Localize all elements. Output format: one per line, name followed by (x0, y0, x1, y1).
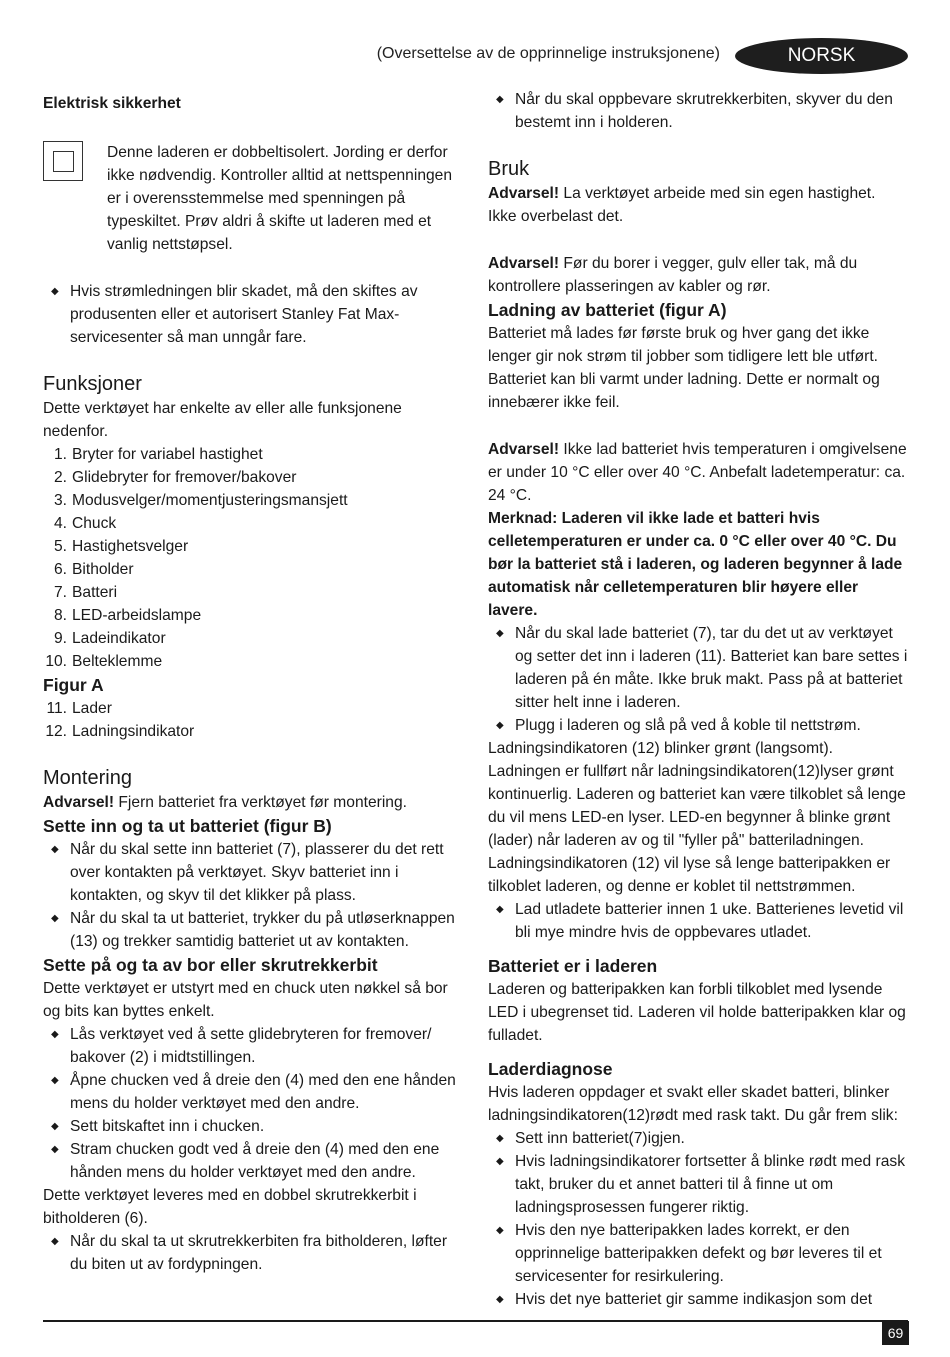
page-number: 69 (882, 1321, 909, 1345)
charging-warning: Advarsel! Ikke lad batteriet hvis temperaturen i omgivelsene er under 10 °C eller over 40 °C. Anbefalt ladetemperatur: ca. 24 °C. (488, 441, 907, 504)
right-column (488, 88, 908, 1311)
store-bit-list (488, 88, 908, 134)
list-item: ◆ Når du skal oppbevare skrutrekkerbiten, skyver du den bestemt inn i holderen. (488, 88, 908, 134)
features-list (43, 443, 468, 673)
use-warning-2: Advarsel! Før du borer i vegger, gulv eller tak, må du kontrollere plasseringen av kabler og rør. (488, 255, 858, 295)
list-item: 3. Modusvelger/momentjusteringsmansjett (53, 492, 348, 509)
list-item: 5. Hastighetsvelger (53, 538, 189, 555)
list-item: 10. Belteklemme (45, 653, 163, 670)
features-intro: Dette verktøyet har enkelte av eller alle funksjonene nedenfor. (43, 400, 402, 440)
double-insulation-icon (43, 141, 83, 181)
bit-heading: Sette på og ta av bor eller skrutrekkerbit (43, 955, 378, 975)
list-item: 8. LED-arbeidslampe (53, 607, 202, 624)
list-item: ◆ Sett inn batteriet(7)igjen. (488, 1127, 908, 1150)
diagnostics-intro: Hvis laderen oppdager et svakt eller skadet batteri, blinker ladningsindikatoren(12)rødt med rask takt. Du går frem slik: (488, 1084, 898, 1124)
list-item: ◆ Hvis den nye batteripakken lades korrekt, er den opprinnelige batteripakken defekt og bør leveres til et servicesenter for resirkulering. (488, 1219, 908, 1288)
list-item: ◆ Plugg i laderen og slå på ved å koble til nettstrøm. (488, 714, 908, 737)
bit-bullet-list (43, 1023, 468, 1184)
list-item: ◆ Når du skal ta ut skrutrekkerbiten fra bitholderen, løfter du biten ut av fordypningen. (43, 1230, 468, 1276)
figure-a-list (43, 697, 468, 743)
list-item: 4. Chuck (53, 515, 117, 532)
assembly-warning: Advarsel! Fjern batteriet fra verktøyet før montering. (43, 794, 407, 811)
list-item: 7. Batteri (53, 584, 118, 601)
list-item: ◆ Åpne chucken ved å dreie den (4) med den ene hånden mens du holder verktøyet med den andre. (43, 1069, 468, 1115)
list-item: ◆ Sett bitskaftet inn i chucken. (43, 1115, 468, 1138)
left-column (43, 88, 468, 1276)
list-item: ◆ Når du skal sette inn batteriet (7), plasserer du det rett over kontakten på verktøyet. Skyv batteriet inn i kontakten, og skyv til det klikker på plass. (43, 838, 468, 907)
double-bit-text: Dette verktøyet leveres med en dobbel skrutrekkerbit i bitholderen (6). (43, 1187, 417, 1227)
list-item: ◆ Hvis strømledningen blir skadet, må den skiftes av produsenten eller et autorisert Stanley Fat Max-servicesenter så man unngår fare. (43, 280, 468, 349)
list-item: 1. Bryter for variabel hastighet (53, 446, 263, 463)
list-item: 11. Lader (46, 700, 112, 717)
use-heading: Bruk (488, 158, 530, 180)
indicator-text: Ladningsindikatoren (12) blinker grønt (langsomt). Ladningen er fullført når ladningsindikatoren(12)lyser grønt kontinuerlig. Laderen og batteriet kan være tilkoblet så lenge du vil mens LED-en lyser. LED-en begynner å blinke grønt (lader) når laderen av og til "fyller på" batteriladningen. Ladningsindikatoren (12) vil lyse så lenge batteripakken er tilkoblet laderen, og denne er koblet til nettstrømmen. (488, 740, 906, 895)
diagnostics-bullet-list (488, 1127, 908, 1311)
safety-bullet-list (43, 280, 468, 349)
in-charger-heading: Batteriet er i laderen (488, 956, 658, 976)
charging-heading: Ladning av batteriet (figur A) (488, 300, 727, 320)
bit-intro: Dette verktøyet er utstyrt med en chuck uten nøkkel så bor og bits kan byttes enkelt. (43, 980, 448, 1020)
charging-intro: Batteriet må lades før første bruk og hver gang det ikke lenger gir nok strøm til jobber som tidligere lett ble utført. Batteriet kan bli varmt under ladning. Dette er normalt og innebærer ikke feil. (488, 325, 880, 411)
list-item: ◆ Hvis det nye batteriet gir samme indikasjon som det (488, 1288, 908, 1311)
list-item: ◆ Lås verktøyet ved å sette glidebryteren for fremover/ bakover (2) i midtstillingen. (43, 1023, 468, 1069)
discharged-battery-list (488, 898, 908, 944)
double-insulation-block (43, 141, 468, 256)
list-item: 6. Bitholder (53, 561, 134, 578)
language-badge: NORSK (735, 38, 908, 74)
list-item: 2. Glidebryter for fremover/bakover (53, 469, 297, 486)
remove-bit-list (43, 1230, 468, 1276)
in-charger-text: Laderen og batteripakken kan forbli tilkoblet med lysende LED i ubegrenset tid. Laderen vil holde batteripakken klar og fulladet. (488, 981, 906, 1044)
use-warning-1: Advarsel! La verktøyet arbeide med sin egen hastighet. Ikke overbelast det. (488, 185, 876, 225)
list-item: ◆ Hvis ladningsindikatorer fortsetter å blinke rødt med rask takt, bruker du et annet batteri til å finne ut om ladningsprosessen fungerer riktig. (488, 1150, 908, 1219)
list-item: 12. Ladningsindikator (45, 723, 195, 740)
figure-a-heading: Figur A (43, 675, 104, 695)
charging-bullet-list (488, 622, 908, 737)
list-item: 9. Ladeindikator (53, 630, 166, 647)
electrical-safety-heading: Elektrisk sikkerhet (43, 95, 181, 112)
translation-caption: (Oversettelse av de opprinnelige instruksjonene) (376, 45, 720, 62)
double-insulation-text: Denne laderen er dobbeltisolert. Jording er derfor ikke nødvendig. Kontroller alltid at nettspenningen er i overensstemmelse med spenningen på typeskiltet. Prøv aldri å skifte ut laderen med et vanlig nettstøpsel. (107, 144, 453, 253)
diagnostics-heading: Laderdiagnose (488, 1059, 613, 1079)
footer-divider (43, 1320, 908, 1322)
list-item: ◆ Når du skal ta ut batteriet, trykker du på utløserknappen (13) og trekker samtidig batteriet ut av kontakten. (43, 907, 468, 953)
features-heading: Funksjoner (43, 373, 142, 395)
list-item: ◆ Når du skal lade batteriet (7), tar du det ut av verktøyet og setter det inn i laderen (11). Batteriet kan bare settes i laderen på én måte. Ikke bruk makt. Pass på at batteriet sitter helt inne i laderen. (488, 622, 908, 714)
list-item: ◆ Stram chucken godt ved å dreie den (4) med den ene hånden mens du holder verktøyet med den andre. (43, 1138, 468, 1184)
list-item: ◆ Lad utladete batterier innen 1 uke. Batterienes levetid vil bli mye mindre hvis de oppbevares utladet. (488, 898, 908, 944)
assembly-heading: Montering (43, 767, 132, 789)
charging-note: Merknad: Laderen vil ikke lade et batteri hvis celletemperaturen er under ca. 0 °C eller over 40 °C. Du bør la batteriet stå i laderen, og laderen begynner å lade automatisk når celletemperaturen blir høyere eller lavere. (488, 510, 903, 619)
battery-bullet-list (43, 838, 468, 953)
battery-insert-heading: Sette inn og ta ut batteriet (figur B) (43, 816, 332, 836)
